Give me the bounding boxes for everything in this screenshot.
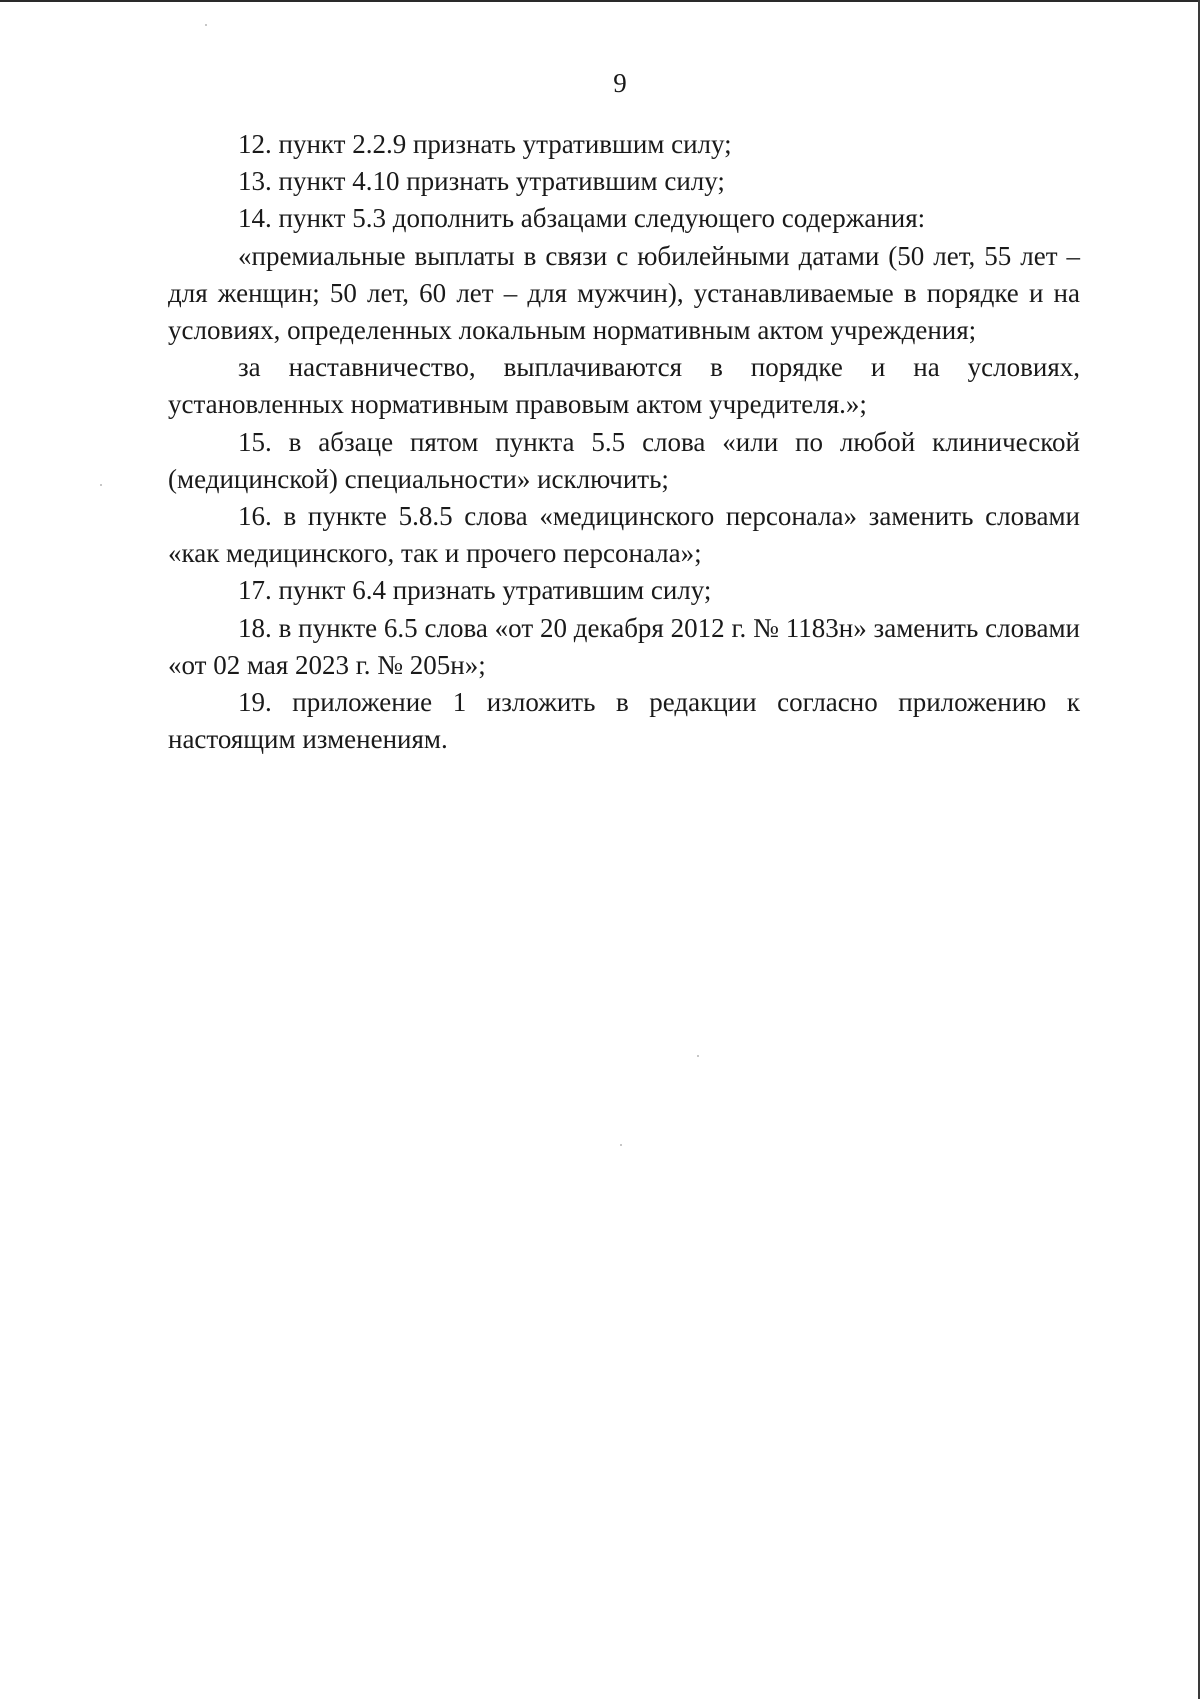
scan-speck [620, 1144, 622, 1146]
scan-speck [100, 484, 102, 486]
paragraph-item-17: 17. пункт 6.4 признать утратившим силу; [238, 575, 712, 606]
scan-edge-top [0, 0, 1200, 2]
scan-speck [697, 1055, 699, 1057]
scan-speck [205, 24, 207, 26]
paragraph-item-19: 19. приложение 1 изложить в редакции согласно приложению к настоящим изменениям. [168, 687, 1080, 755]
paragraph-quote-mentoring: за наставничество, выплачиваются в порядке и на условиях, установленных нормативным правовым актом учредителя.»; [168, 352, 1080, 420]
paragraph-item-14: 14. пункт 5.3 дополнить абзацами следующего содержания: [238, 203, 926, 234]
document-body [168, 126, 1080, 758]
paragraph-item-12: 12. пункт 2.2.9 признать утратившим силу; [238, 129, 732, 159]
paragraph-item-18: 18. в пункте 6.5 слова «от 20 декабря 2012 г. № 1183н» заменить словами «от 02 мая 2023 г. № 205н»; [168, 612, 1080, 680]
page-number: 9 [613, 68, 627, 98]
paragraph-quote-bonus: «премиальные выплаты в связи с юбилейными датами (50 лет, 55 лет – для женщин; 50 лет, 60 лет – для мужчин), устанавливаемые в порядке и на условиях, определенных локальным нормативным актом учреждения; [168, 240, 1080, 346]
paragraph-item-15: 15. в абзаце пятом пункта 5.5 слова «или по любой клинической (медицинской) специальности» исключить; [168, 426, 1080, 494]
paragraph-item-13: 13. пункт 4.10 признать утратившим силу; [238, 166, 725, 197]
paragraph-item-16: 16. в пункте 5.8.5 слова «медицинского персонала» заменить словами «как медицинского, так и прочего персонала»; [168, 501, 1080, 569]
